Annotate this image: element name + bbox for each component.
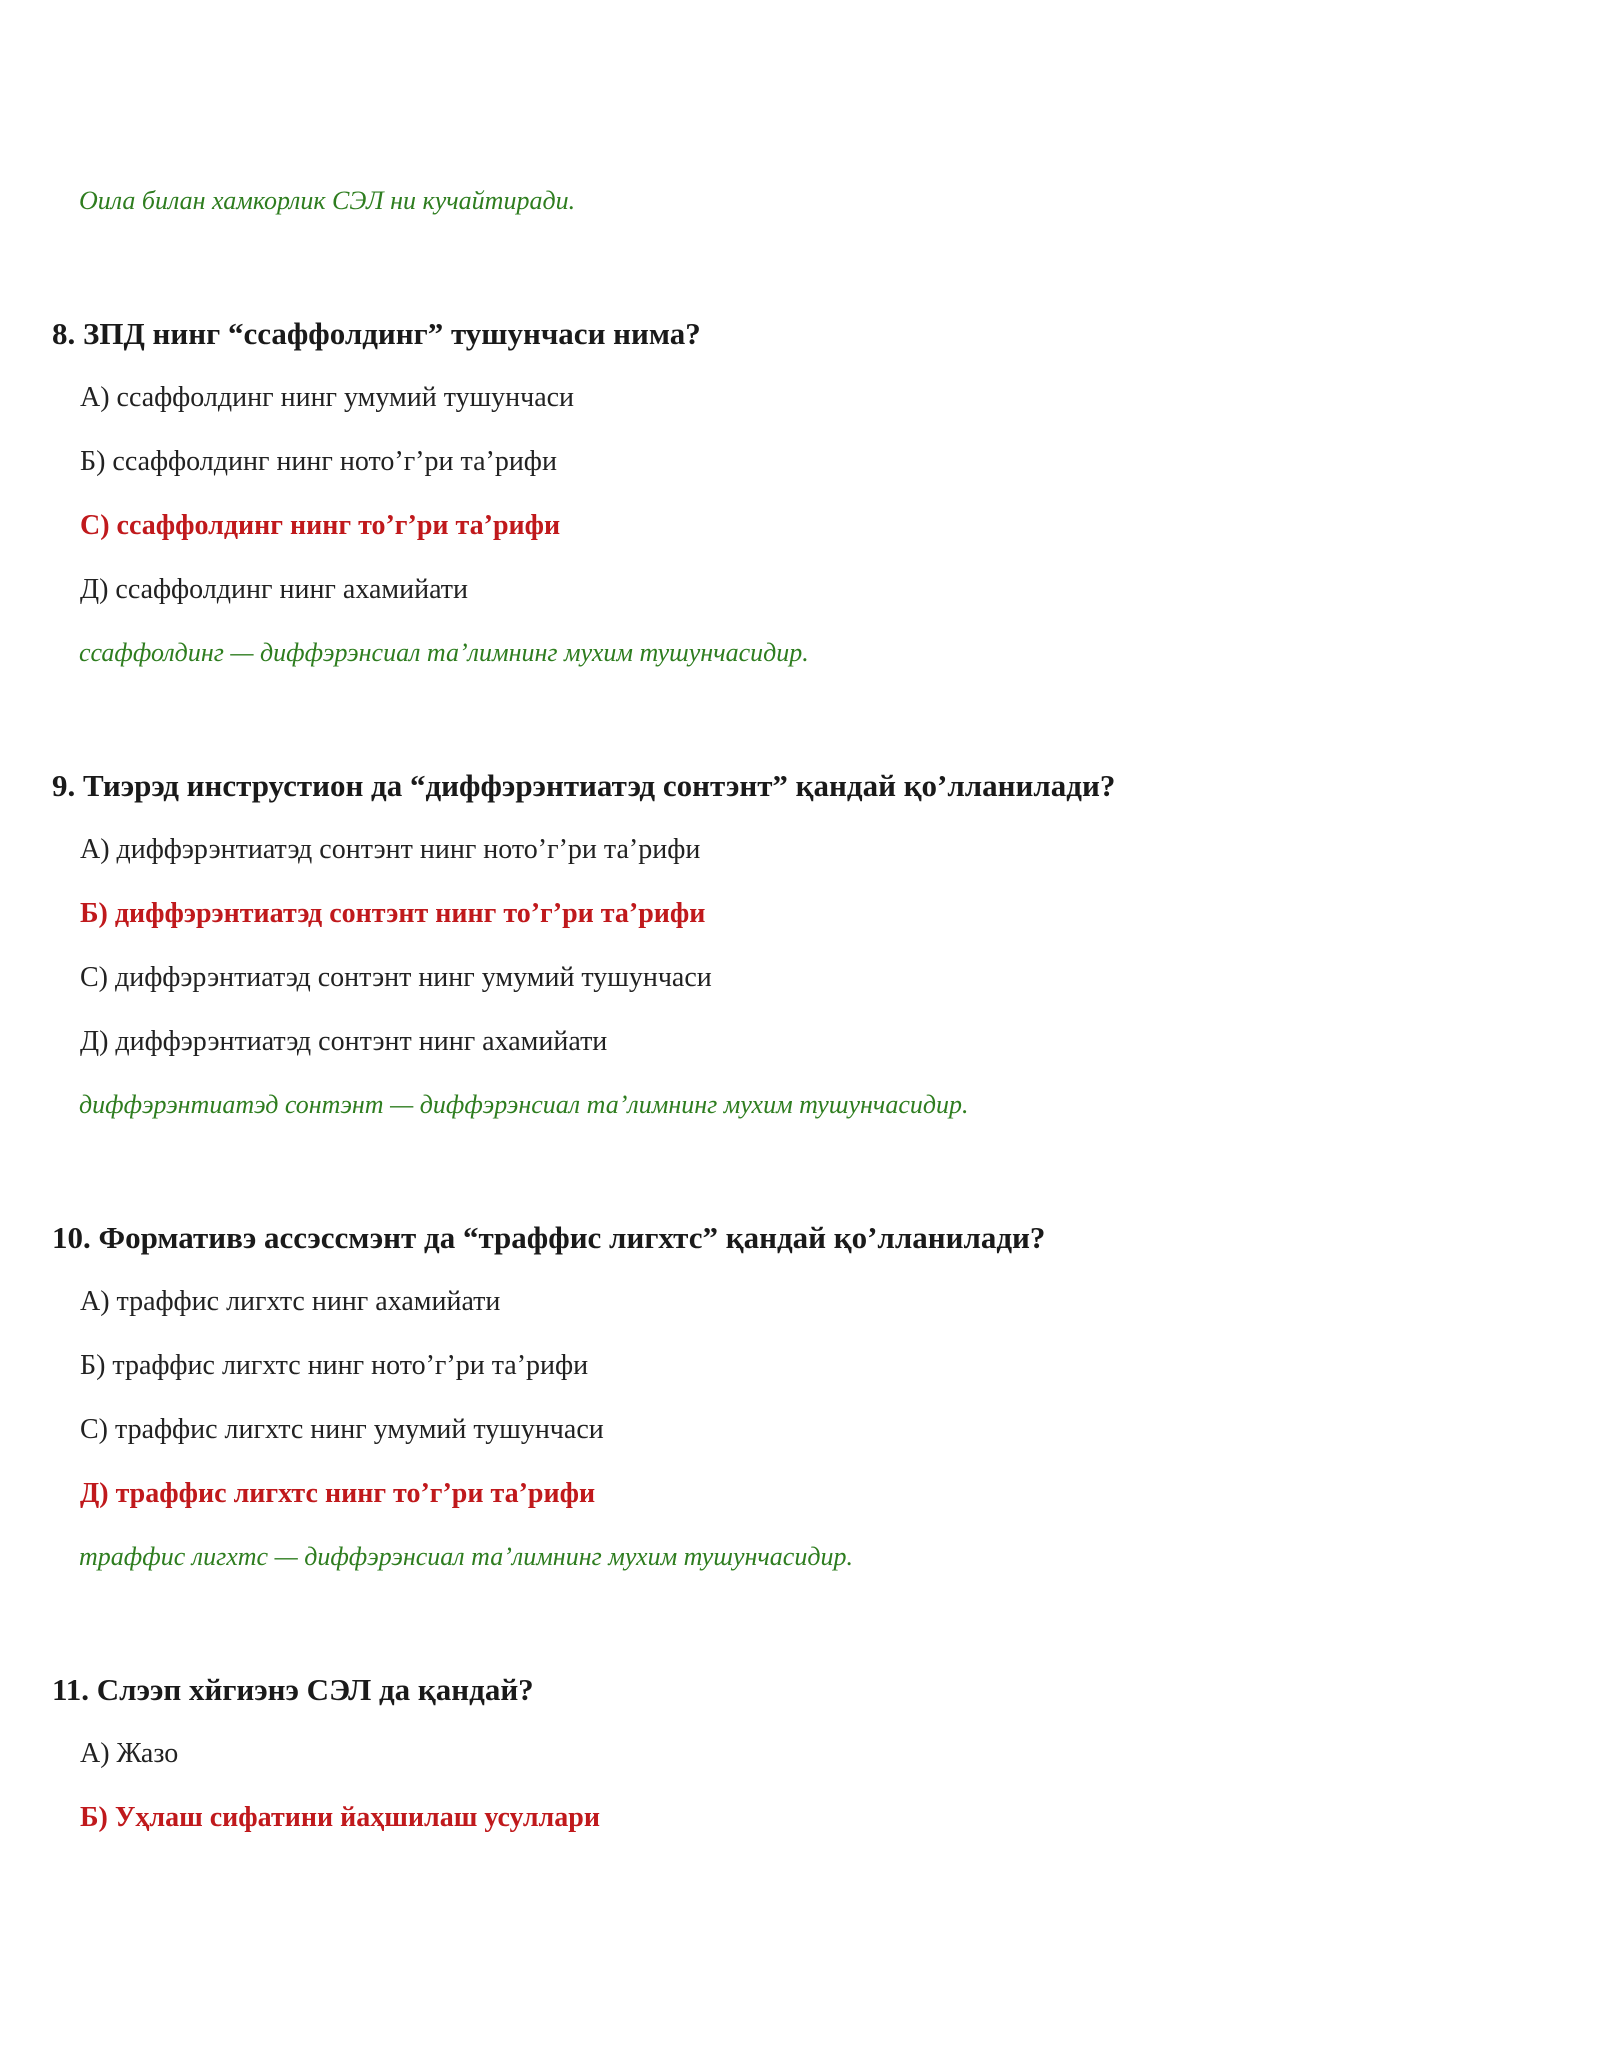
question-11-option-a: А) Жазо: [80, 1738, 179, 1769]
question-9-option-a: А) диффэрэнтиатэд сонтэнт нинг ното’г’ри та’рифи: [80, 834, 701, 865]
question-10-option-b: Б) траффис лигхтс нинг ното’г’ри та’рифи: [80, 1350, 589, 1381]
question-10-title: 10. Формативэ ассэссмэнт да “траффис лигхтс” қандай қо’лланилади?: [52, 1220, 1046, 1255]
question-11-title: 11. Слээп хйгиэнэ СЭЛ да қандай?: [52, 1672, 534, 1707]
question-10-option-c: С) траффис лигхтс нинг умумий тушунчаси: [80, 1414, 604, 1445]
question-8-option-c-correct: С) ссаффолдинг нинг то’г’ри та’рифи: [80, 510, 561, 541]
question-10-option-d-correct: Д) траффис лигхтс нинг то’г’ри та’рифи: [80, 1478, 596, 1509]
question-9-option-d: Д) диффэрэнтиатэд сонтэнт нинг ахамийати: [80, 1026, 608, 1057]
question-9-option-c: С) диффэрэнтиатэд сонтэнт нинг умумий тушунчаси: [80, 962, 712, 993]
question-8-option-a: А) ссаффолдинг нинг умумий тушунчаси: [80, 382, 575, 413]
question-10-note: траффис лигхтс — диффэрэнсиал та’лимнинг мухим тушунчасидир.: [79, 1542, 853, 1571]
question-9-option-b-correct: Б) диффэрэнтиатэд сонтэнт нинг то’г’ри та’рифи: [80, 898, 706, 929]
question-11-option-b-correct: Б) Уҳлаш сифатини йаҳшилаш усуллари: [80, 1802, 600, 1833]
question-8-option-b: Б) ссаффолдинг нинг ното’г’ри та’рифи: [80, 446, 557, 477]
question-9-note: диффэрэнтиатэд сонтэнт — диффэрэнсиал та’лимнинг мухим тушунчасидир.: [79, 1090, 969, 1119]
intro-note: Оила билан хамкорлик СЭЛ ни кучайтиради.: [79, 186, 576, 215]
question-9-title: 9. Тиэрэд инструстион да “диффэрэнтиатэд сонтэнт” қандай қо’лланилади?: [52, 768, 1116, 803]
question-8-title: 8. ЗПД нинг “ссаффолдинг” тушунчаси нима?: [52, 316, 701, 351]
question-8-note: ссаффолдинг — диффэрэнсиал та’лимнинг мухим тушунчасидир.: [79, 638, 809, 667]
question-8-option-d: Д) ссаффолдинг нинг ахамийати: [80, 574, 469, 605]
question-10-option-a: А) траффис лигхтс нинг ахамийати: [80, 1286, 501, 1317]
